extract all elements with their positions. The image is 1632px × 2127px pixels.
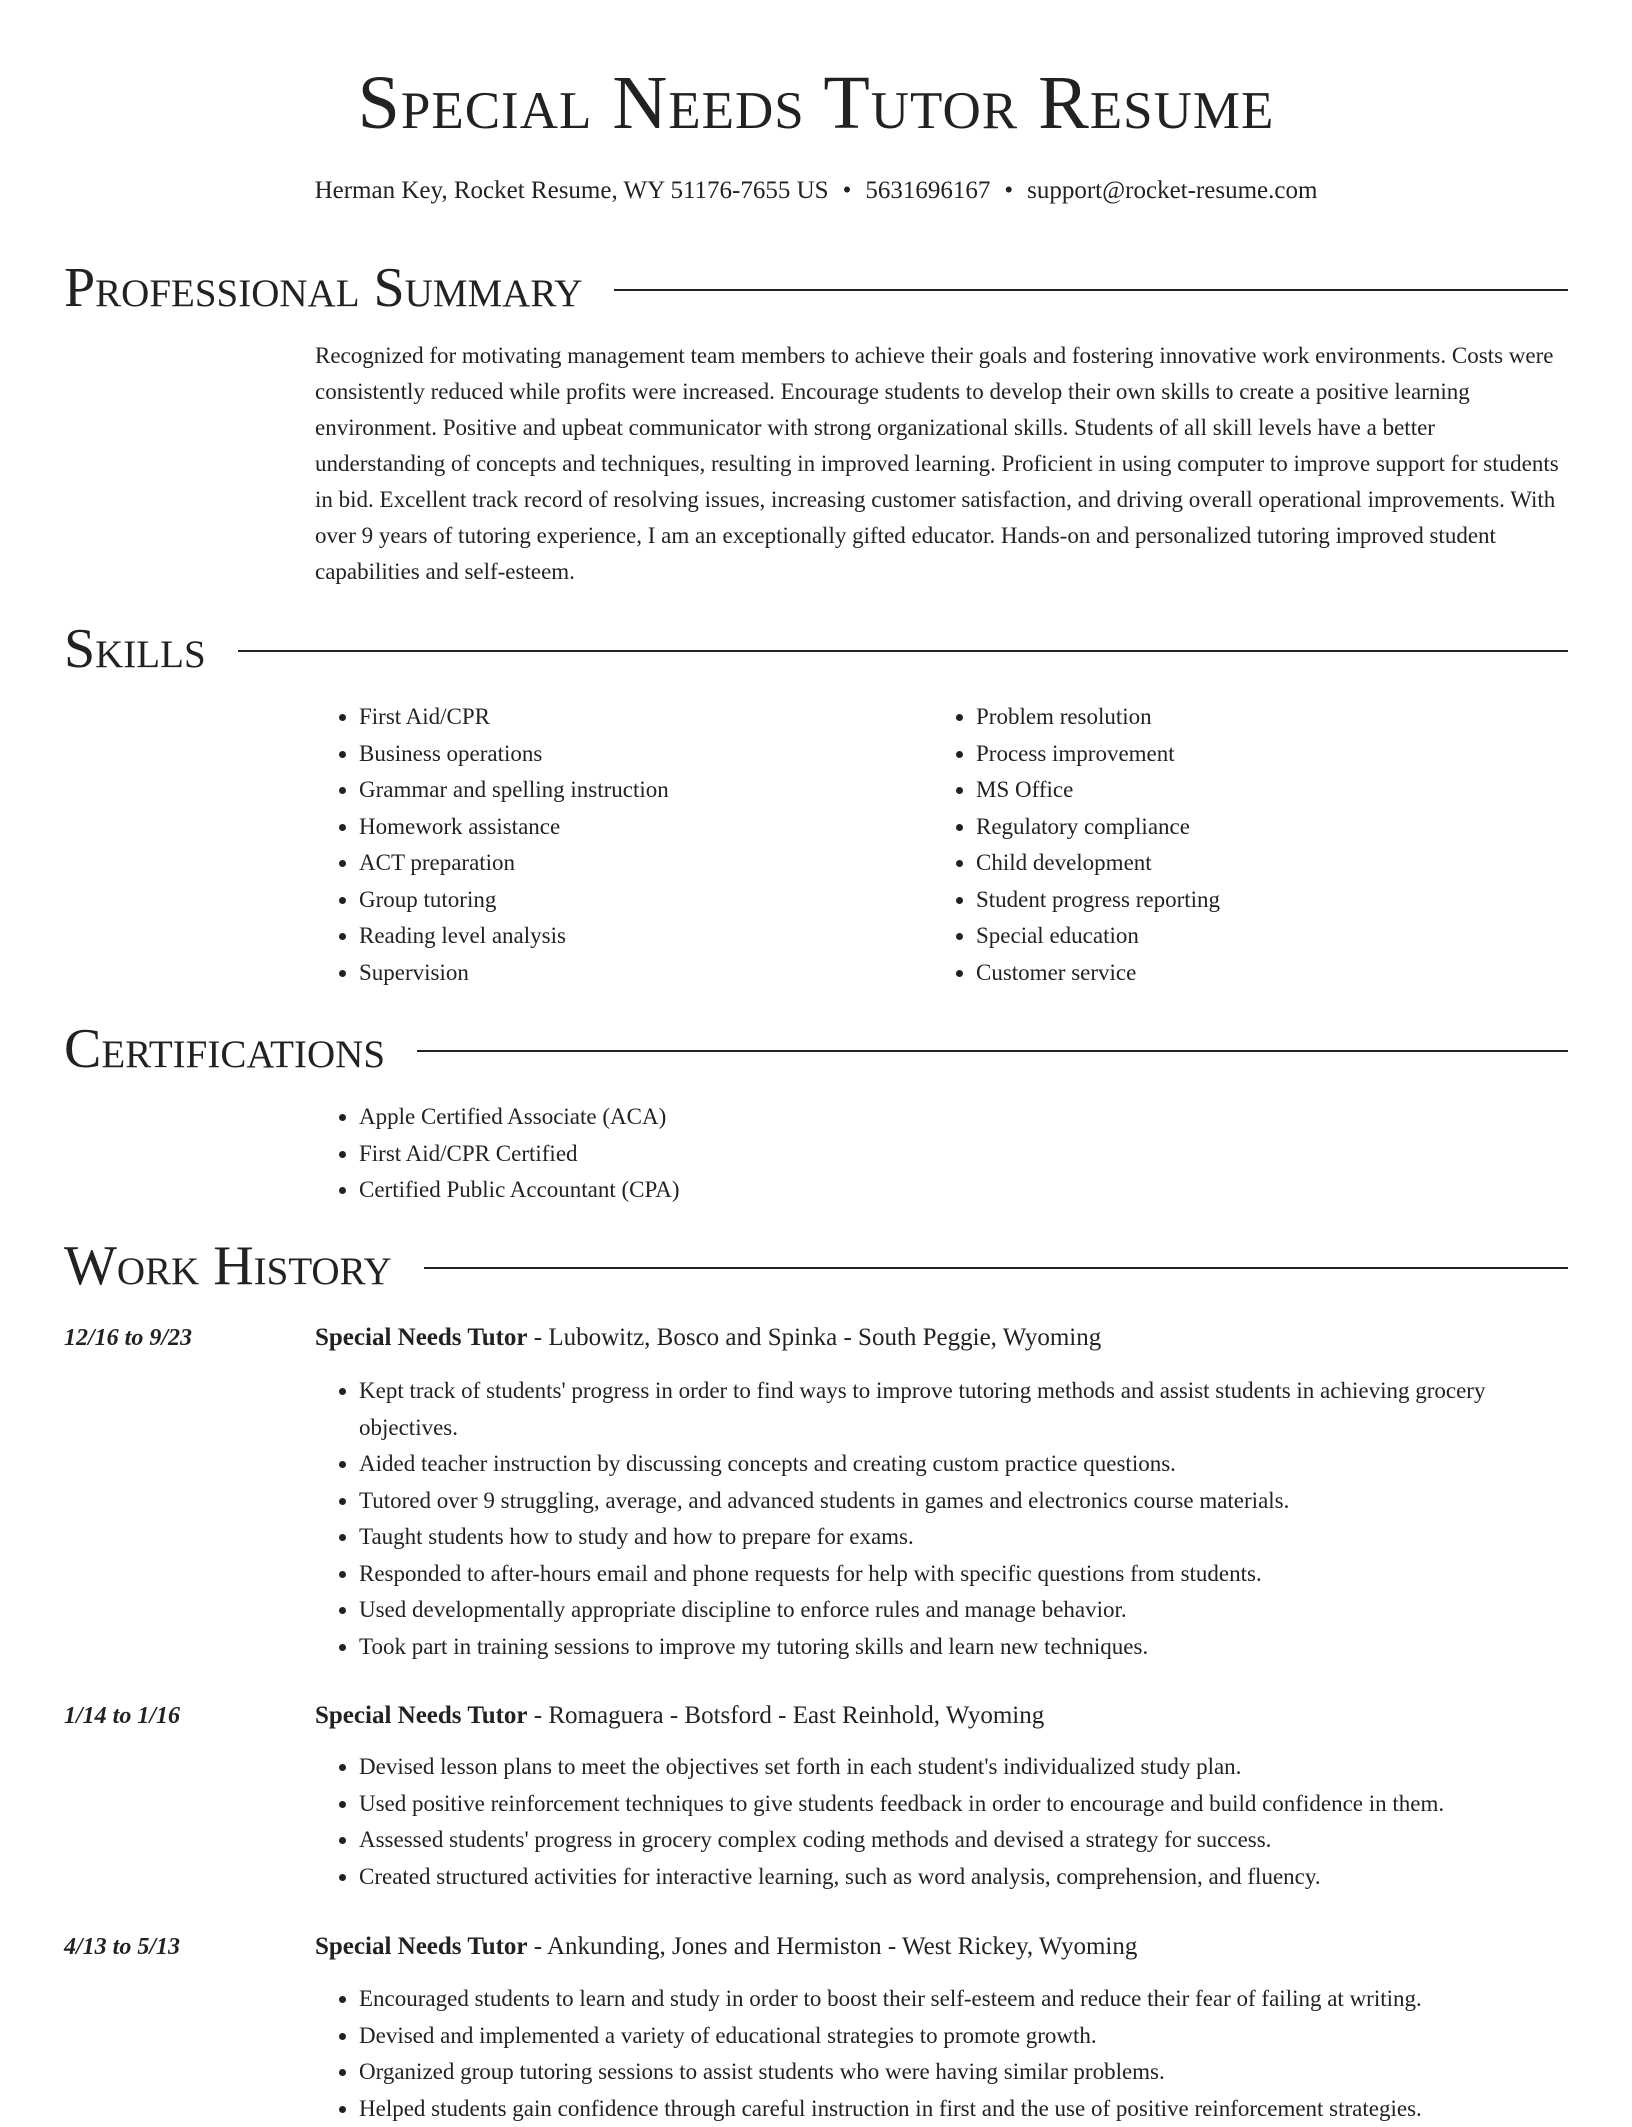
job-dates: 4/13 to 5/13 [64, 1931, 180, 1963]
job-bullet: • Devised and implemented a variety of educational strategies to promote growth. [359, 2018, 1575, 2055]
summary-text: Recognized for motivating management team members to achieve their goals and fostering innovative work environments. Costs were consistently reduced while profits were increased. Encourage students to develop their own skills to create a positive learning environment. Positive and upbeat communicator with strong organizational skills. Students of all skill levels have a better understanding of concepts and techniques, resulting in improved learning. Proficient in using computer to improve support for students in bid. Excellent track record of resolving issues, increasing customer satisfaction, and driving overall operational improvements. With over 9 years of tutoring experience, I am an exceptionally gifted educator. Hands-on and personalized tutoring improved student capabilities and self-esteem. [315, 338, 1570, 590]
job-bullet: • Devised lesson plans to meet the objectives set forth in each student's individualized study plan. [359, 1749, 1575, 1786]
job-employer: - Ankunding, Jones and Hermiston - West Rickey, Wyoming [528, 1933, 1138, 1960]
job-bullet: • Organized group tutoring sessions to assist students who were having similar problems. [359, 2054, 1575, 2091]
job-bullet-list [315, 1981, 1575, 2127]
work-history-section-header [64, 1234, 1568, 1298]
certifications-heading: Certifications [64, 1017, 385, 1081]
skill-item: • Student progress reporting [976, 882, 1532, 919]
certification-item: • Apple Certified Associate (ACA) [359, 1099, 1315, 1136]
contact-address: Herman Key, Rocket Resume, WY 51176-7655 US [315, 177, 829, 204]
certification-item-list [315, 1099, 1315, 1209]
contact-separator: • [843, 177, 852, 204]
job-employer: - Romaguera - Botsford - East Reinhold, Wyoming [528, 1702, 1045, 1729]
summary-heading: Professional Summary [64, 256, 582, 320]
contact-line [0, 176, 1632, 206]
job-dates: 1/14 to 1/16 [64, 1700, 180, 1732]
job-title: Special Needs Tutor [315, 1324, 528, 1351]
job-title-line [315, 1931, 1137, 1963]
job-bullet: • Used positive reinforcement techniques to give students feedback in order to encourage and build confidence in them. [359, 1786, 1575, 1823]
skill-item: • First Aid/CPR [359, 699, 915, 736]
job-bullet-list [315, 1373, 1575, 1665]
job-bullets [315, 1981, 1575, 2127]
skill-item: • ACT preparation [359, 845, 915, 882]
job-title-line [315, 1700, 1044, 1732]
work-history-heading: Work History [64, 1234, 392, 1298]
job-bullet: • Kept track of students' progress in order to find ways to improve tutoring methods and assist students in achieving grocery objectives. [359, 1373, 1575, 1446]
section-divider [417, 1050, 1568, 1052]
contact-separator: • [1004, 177, 1013, 204]
skills-heading: Skills [64, 617, 206, 681]
contact-phone: 5631696167 [865, 177, 990, 204]
skills-section-header [64, 617, 1568, 681]
skill-item: • Customer service [976, 955, 1532, 992]
skill-item-list [932, 699, 1532, 991]
job-bullet: • Encouraged students to learn and study in order to boost their self-esteem and reduce their fear of failing at writing. [359, 1981, 1575, 2018]
skill-item: • Reading level analysis [359, 918, 915, 955]
job-bullet: • Assessed students' progress in grocery complex coding methods and devised a strategy for success. [359, 1822, 1575, 1859]
certification-item: • Certified Public Accountant (CPA) [359, 1172, 1315, 1209]
skill-item: • Process improvement [976, 736, 1532, 773]
certifications-list [315, 1099, 1315, 1209]
certification-item: • First Aid/CPR Certified [359, 1136, 1315, 1173]
skills-list-left [315, 699, 915, 991]
skills-list-right [932, 699, 1532, 991]
certifications-section-header [64, 1017, 1568, 1081]
summary-section-header [64, 256, 1568, 320]
section-divider [424, 1267, 1568, 1269]
job-bullet-list [315, 1749, 1575, 1895]
skill-item-list [315, 699, 915, 991]
skill-item: • Grammar and spelling instruction [359, 772, 915, 809]
job-bullet: • Taught students how to study and how to prepare for exams. [359, 1519, 1575, 1556]
skill-item: • Special education [976, 918, 1532, 955]
job-bullet: • Responded to after-hours email and phone requests for help with specific questions from students. [359, 1556, 1575, 1593]
job-employer: - Lubowitz, Bosco and Spinka - South Peggie, Wyoming [528, 1324, 1102, 1351]
resume-title: Special Needs Tutor Resume [0, 58, 1632, 148]
job-title: Special Needs Tutor [315, 1933, 528, 1960]
job-bullet: • Created structured activities for interactive learning, such as word analysis, comprehension, and fluency. [359, 1859, 1575, 1896]
skill-item: • Regulatory compliance [976, 809, 1532, 846]
job-bullets [315, 1373, 1575, 1665]
job-bullets [315, 1749, 1575, 1895]
section-divider [614, 289, 1568, 291]
job-bullet: • Took part in training sessions to improve my tutoring skills and learn new techniques. [359, 1629, 1575, 1666]
contact-email[interactable]: support@rocket-resume.com [1027, 177, 1317, 204]
skill-item: • Business operations [359, 736, 915, 773]
skill-item: • Supervision [359, 955, 915, 992]
job-title-line [315, 1322, 1101, 1354]
job-bullet: • Helped students gain confidence through careful instruction in first and the use of positive reinforcement strategies. [359, 2091, 1575, 2127]
job-title: Special Needs Tutor [315, 1702, 528, 1729]
job-bullet: • Tutored over 9 struggling, average, and advanced students in games and electronics course materials. [359, 1483, 1575, 1520]
skill-item: • Homework assistance [359, 809, 915, 846]
skill-item: • Child development [976, 845, 1532, 882]
job-bullet: • Aided teacher instruction by discussing concepts and creating custom practice questions. [359, 1446, 1575, 1483]
section-divider [238, 650, 1568, 652]
skill-item: • Problem resolution [976, 699, 1532, 736]
skill-item: • Group tutoring [359, 882, 915, 919]
skill-item: • MS Office [976, 772, 1532, 809]
job-bullet: • Used developmentally appropriate discipline to enforce rules and manage behavior. [359, 1592, 1575, 1629]
job-dates: 12/16 to 9/23 [64, 1322, 192, 1354]
